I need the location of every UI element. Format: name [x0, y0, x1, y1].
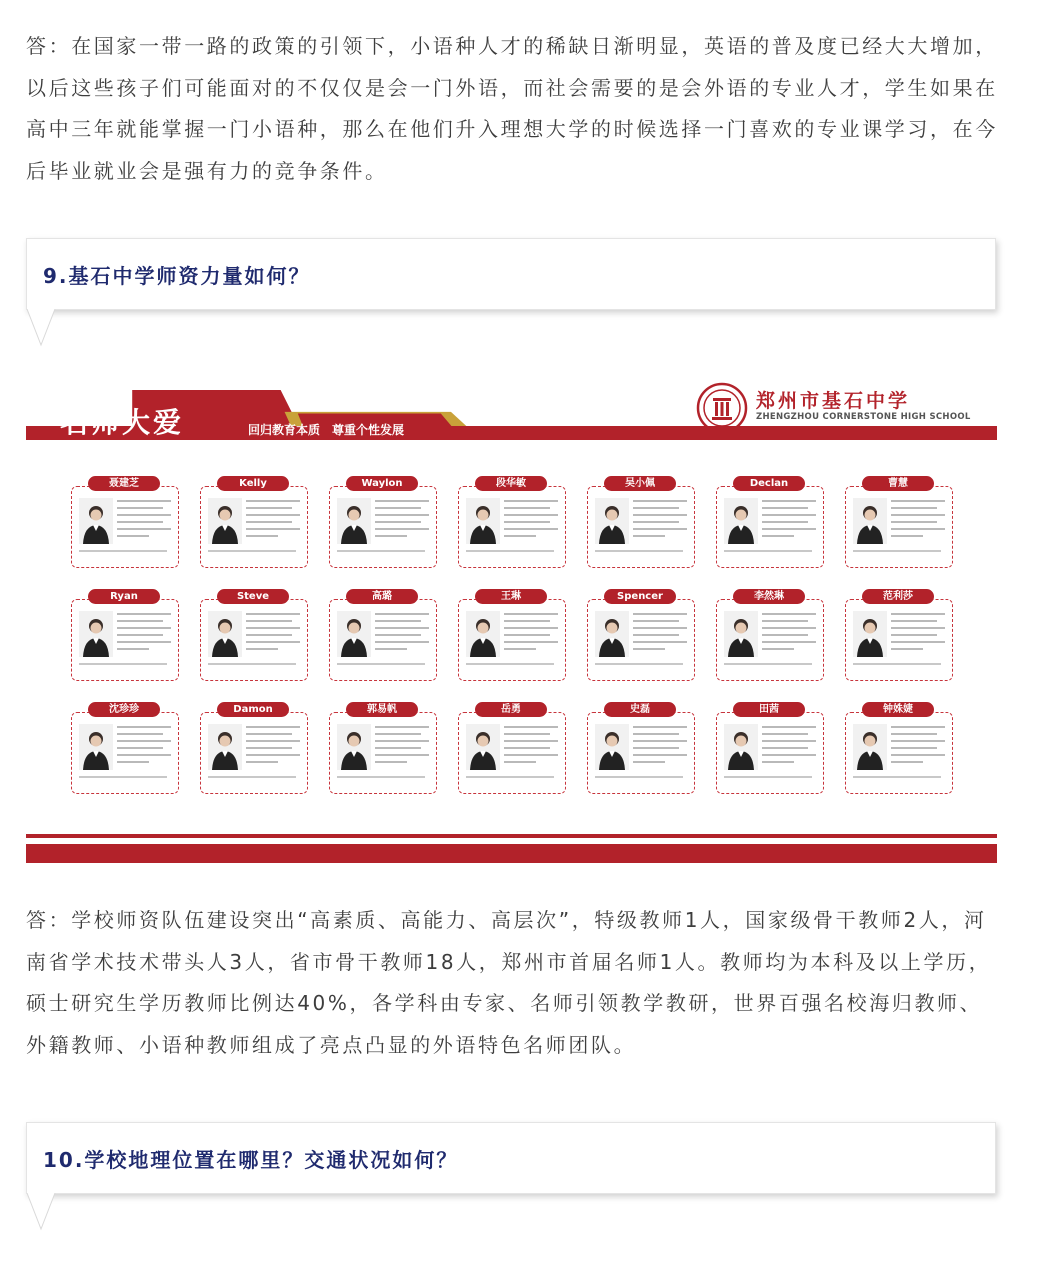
question-10-text: 10.学校地理位置在哪里？交通状况如何？: [43, 1148, 459, 1172]
bio-footer-line: [337, 663, 425, 665]
question-9-text: 9.基石中学师资力量如何？: [43, 264, 311, 288]
bio-text-lines: [633, 500, 687, 542]
bio-text-lines: [504, 726, 558, 768]
teacher-card: [716, 702, 824, 794]
question-box-10: [26, 1122, 996, 1194]
teacher-name: 段华敏: [475, 476, 547, 491]
teacher-photo: [337, 724, 371, 770]
bio-footer-line: [595, 776, 683, 778]
bio-text-lines: [891, 726, 945, 768]
teacher-photo: [208, 611, 242, 657]
school-logo-icon: [696, 382, 748, 434]
teacher-photo: [466, 498, 500, 544]
poster-slogan-right: 尊重个性发展: [332, 423, 405, 437]
bio-footer-line: [466, 776, 554, 778]
bio-text-lines: [117, 500, 171, 542]
teacher-name: 王琳: [475, 589, 547, 604]
answer-paragraph-8: 答：在国家一带一路的政策的引领下，小语种人才的稀缺日渐明显，英语的普及度已经大大增加，以后这些孩子们可能面对的不仅仅是会一门外语，而社会需要的是会外语的专业人才，学生如果在高中三年就能掌握一门小语种，那么在他们升入理想大学的时候选择一门喜欢的专业课学习，在今后毕业就业会是强有力的竞争条件。: [26, 34, 998, 183]
bio-text-lines: [633, 726, 687, 768]
teacher-card: [458, 702, 566, 794]
teacher-photo: [595, 724, 629, 770]
bio-text-lines: [375, 613, 429, 655]
bio-footer-line: [595, 663, 683, 665]
teacher-card: [329, 476, 437, 568]
teacher-photo: [724, 611, 758, 657]
bio-footer-line: [208, 776, 296, 778]
poster-footer-bar: [26, 844, 997, 863]
teacher-card: [71, 702, 179, 794]
question-box-9: [26, 238, 996, 310]
teacher-card: [71, 476, 179, 568]
school-name-en: ZHENGZHOU CORNERSTONE HIGH SCHOOL: [756, 412, 971, 422]
school-name-cn: 郑州市基石中学: [756, 390, 911, 412]
teacher-photo: [79, 498, 113, 544]
teacher-card: [200, 702, 308, 794]
teacher-card: [845, 476, 953, 568]
teacher-card: [329, 702, 437, 794]
bio-text-lines: [504, 613, 558, 655]
bio-footer-line: [724, 776, 812, 778]
bio-footer-line: [595, 550, 683, 552]
teacher-name: Ryan: [88, 589, 160, 604]
teacher-photo: [724, 498, 758, 544]
teacher-card: [587, 702, 695, 794]
teacher-photo: [208, 498, 242, 544]
teacher-name: Declan: [733, 476, 805, 491]
bio-text-lines: [246, 613, 300, 655]
poster-footer-line: [26, 834, 997, 838]
teacher-photo: [724, 724, 758, 770]
teacher-name: 李然琳: [733, 589, 805, 604]
teacher-card: [845, 589, 953, 681]
teacher-name: 聂建芝: [88, 476, 160, 491]
teacher-photo: [337, 611, 371, 657]
teacher-name: Kelly: [217, 476, 289, 491]
teacher-card: [716, 589, 824, 681]
teacher-name: 郭易帆: [346, 702, 418, 717]
bio-text-lines: [117, 613, 171, 655]
bio-text-lines: [504, 500, 558, 542]
teacher-photo: [853, 611, 887, 657]
teacher-card: [200, 589, 308, 681]
teacher-card: [587, 476, 695, 568]
bio-footer-line: [79, 776, 167, 778]
teacher-name: 岳勇: [475, 702, 547, 717]
poster-title: 名师大爱: [60, 406, 185, 439]
bio-footer-line: [724, 550, 812, 552]
bio-text-lines: [762, 726, 816, 768]
teacher-photo: [79, 724, 113, 770]
teacher-photo: [79, 611, 113, 657]
bio-text-lines: [891, 613, 945, 655]
bio-footer-line: [208, 663, 296, 665]
bio-text-lines: [375, 726, 429, 768]
speech-tail-icon: [27, 309, 67, 347]
teacher-name: 沈珍珍: [88, 702, 160, 717]
bio-text-lines: [633, 613, 687, 655]
bio-footer-line: [337, 550, 425, 552]
teacher-card: [716, 476, 824, 568]
teacher-card: [587, 589, 695, 681]
bio-footer-line: [853, 776, 941, 778]
teacher-name: 吴小佩: [604, 476, 676, 491]
bio-footer-line: [853, 550, 941, 552]
bio-text-lines: [762, 613, 816, 655]
teacher-photo: [853, 724, 887, 770]
bio-text-lines: [375, 500, 429, 542]
teacher-name: 范利莎: [862, 589, 934, 604]
teacher-card: [329, 589, 437, 681]
teacher-name: Spencer: [604, 589, 676, 604]
bio-footer-line: [853, 663, 941, 665]
speech-tail-icon: [27, 1193, 67, 1231]
teacher-card: [71, 589, 179, 681]
answer-paragraph-9: 答：学校师资队伍建设突出“高素质、高能力、高层次”，特级教师1人，国家级骨干教师2人，河南省学术技术带头人3人，省市骨干教师18人，郑州市首届名师1人。教师均为本科及以上学历，硕士研究生学历教师比例达40%，各学科由专家、名师引领教学教研，世界百强名校海归教师、外籍教师、小语种教师组成了亮点凸显的外语特色名师团队。: [26, 908, 992, 1057]
teacher-photo: [466, 611, 500, 657]
teacher-name: Damon: [217, 702, 289, 717]
bio-footer-line: [466, 663, 554, 665]
teacher-card: [458, 476, 566, 568]
teacher-name: 高璐: [346, 589, 418, 604]
bio-footer-line: [79, 550, 167, 552]
bio-text-lines: [891, 500, 945, 542]
teacher-name: Waylon: [346, 476, 418, 491]
teacher-photo: [595, 611, 629, 657]
teacher-name: 钟姝婕: [862, 702, 934, 717]
bio-footer-line: [208, 550, 296, 552]
bio-text-lines: [117, 726, 171, 768]
teacher-name: 田茜: [733, 702, 805, 717]
teacher-name: 曹慧: [862, 476, 934, 491]
bio-footer-line: [466, 550, 554, 552]
bio-footer-line: [724, 663, 812, 665]
teacher-grid: [71, 476, 961, 816]
teacher-card: [458, 589, 566, 681]
bio-text-lines: [762, 500, 816, 542]
bio-footer-line: [337, 776, 425, 778]
teacher-photo: [853, 498, 887, 544]
teacher-name: 史磊: [604, 702, 676, 717]
teacher-photo: [595, 498, 629, 544]
teacher-poster: [26, 376, 997, 863]
teacher-card: [845, 702, 953, 794]
teacher-card: [200, 476, 308, 568]
teacher-photo: [208, 724, 242, 770]
bio-footer-line: [79, 663, 167, 665]
teacher-name: Steve: [217, 589, 289, 604]
bio-text-lines: [246, 726, 300, 768]
bio-text-lines: [246, 500, 300, 542]
poster-slogan-left: 回归教育本质: [248, 423, 321, 437]
teacher-photo: [337, 498, 371, 544]
teacher-photo: [466, 724, 500, 770]
